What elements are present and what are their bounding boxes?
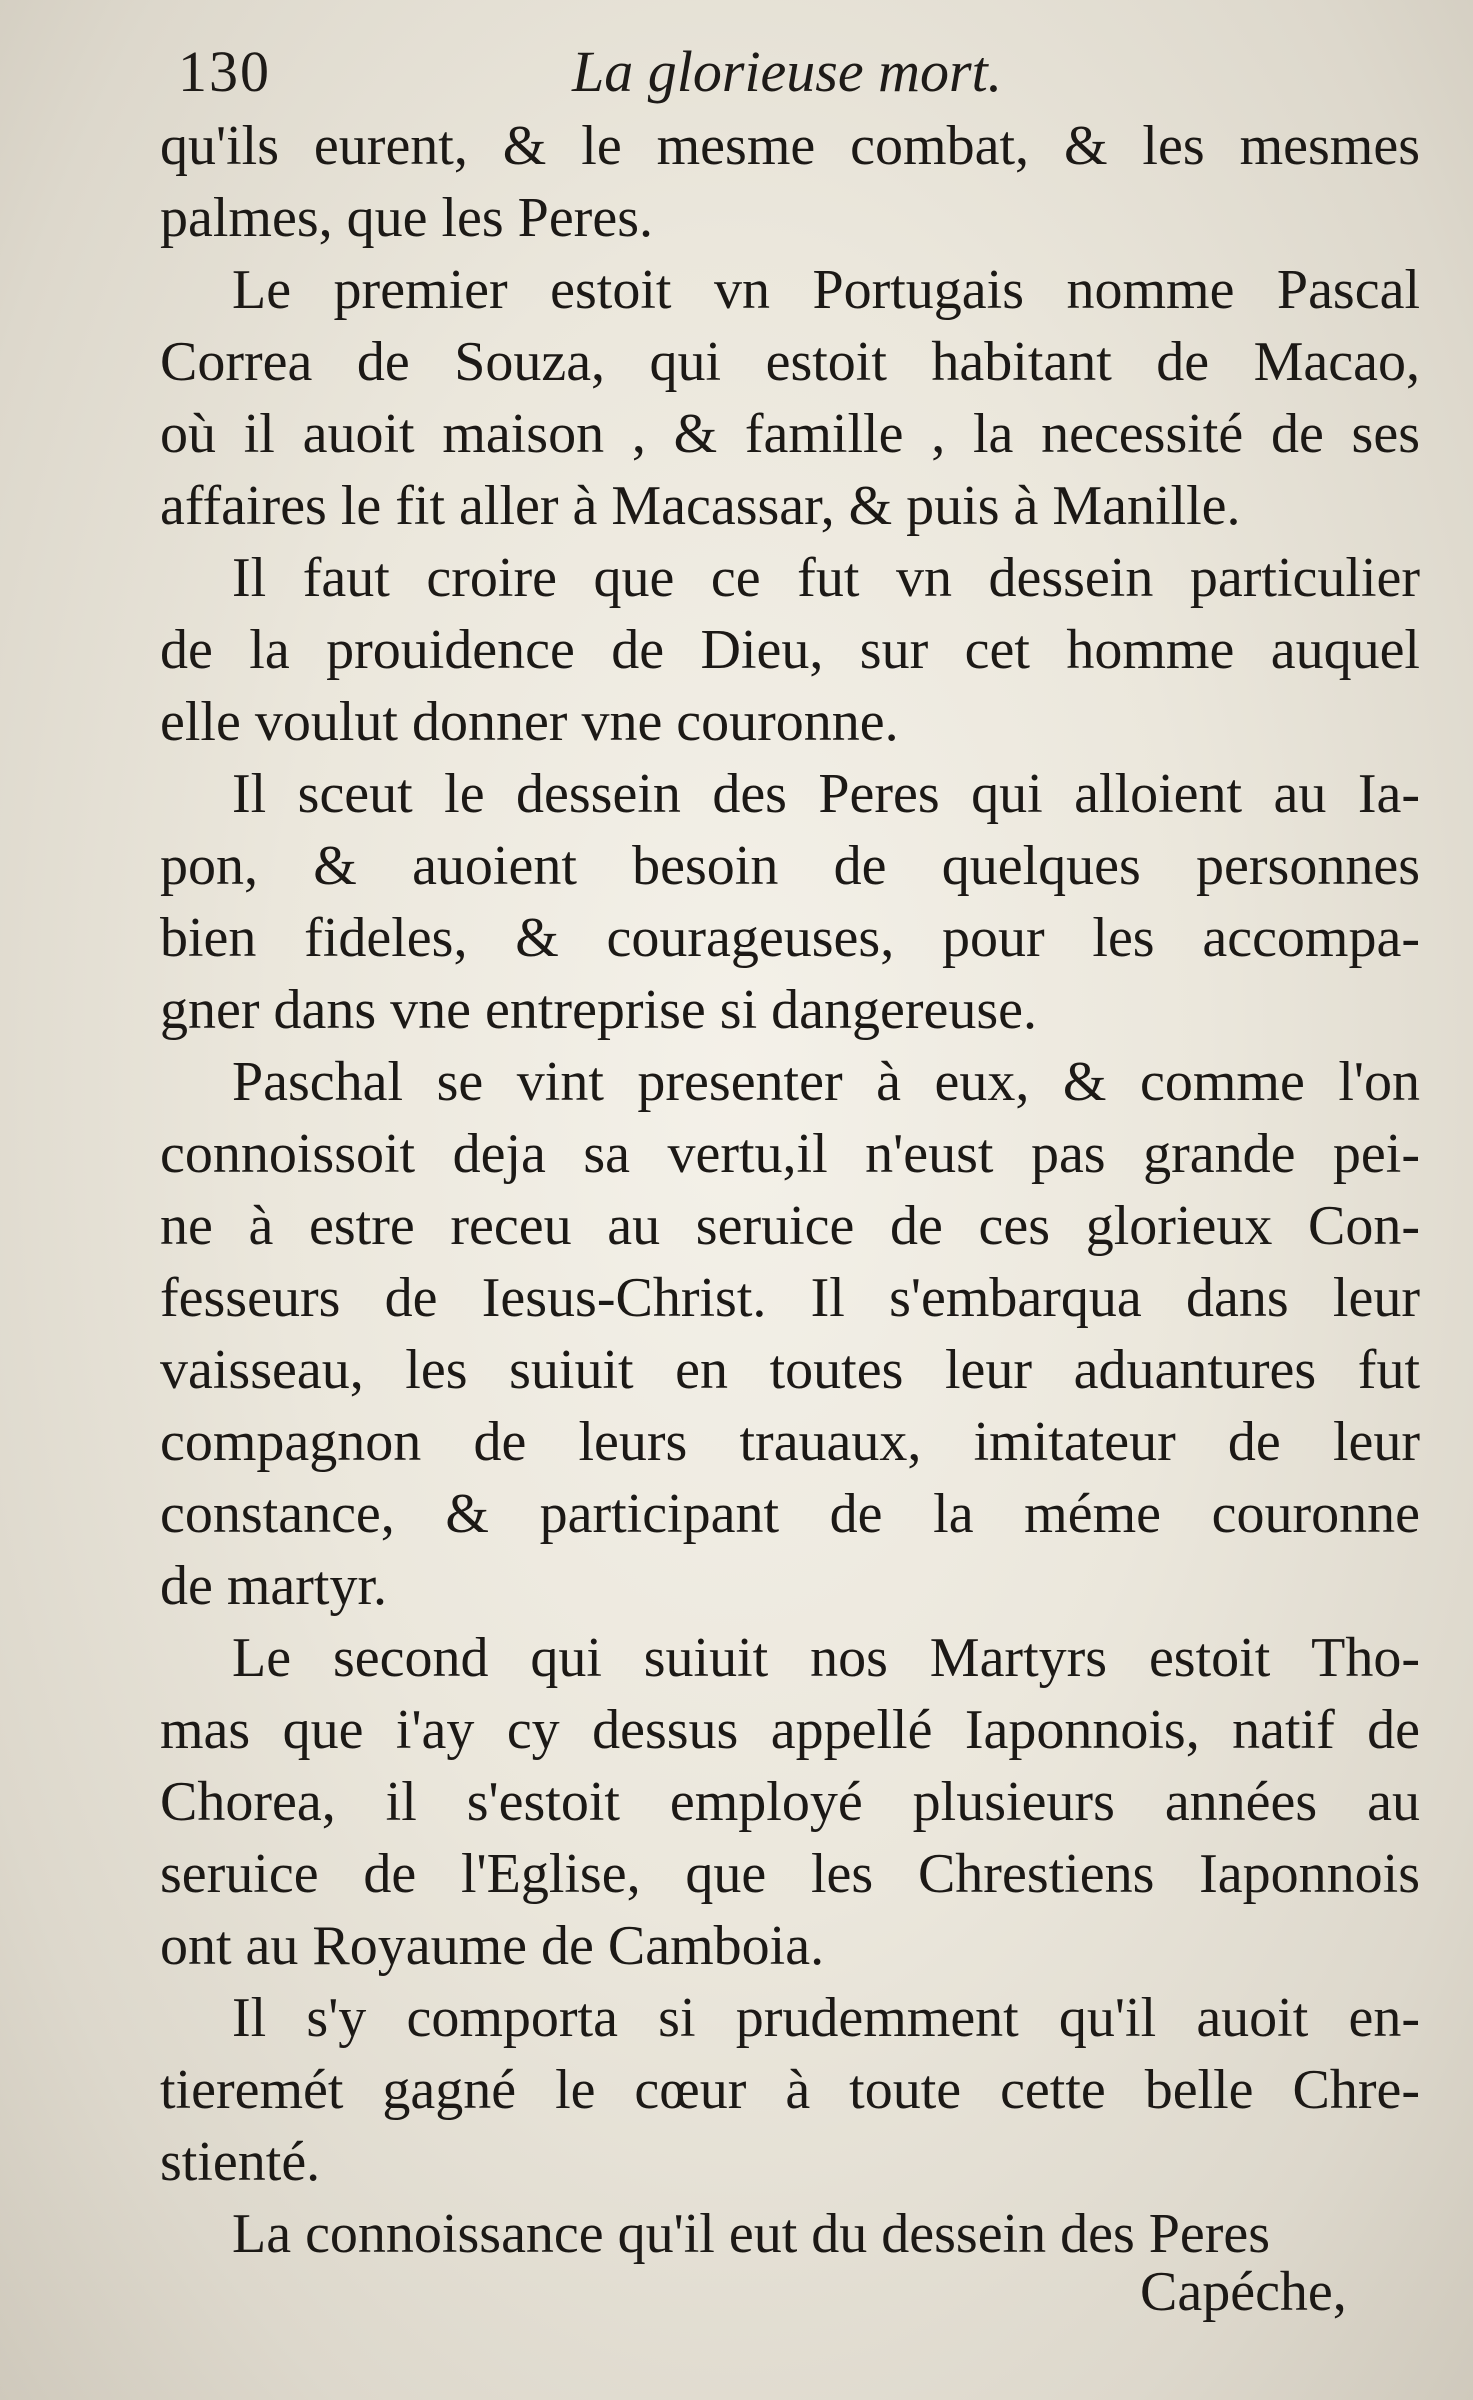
text-line: Le second qui suiuit nos Martyrs estoit Tho- [232, 1627, 1420, 1689]
text-line: qu'ils eurent, & le mesme combat, & les mesmes [160, 115, 1420, 177]
page-number: 130 [178, 39, 271, 104]
text-line: elle voulut donner vne couronne. [160, 691, 899, 753]
paragraph [160, 1622, 1420, 1982]
text-line: ne à estre receu au seruice de ces glorieux Con- [160, 1195, 1420, 1257]
text-line: de martyr. [160, 1555, 388, 1617]
text-line: seruice de l'Eglise, que les Chrestiens Iaponnois [160, 1843, 1420, 1905]
paragraph [160, 1982, 1420, 2198]
paragraph [160, 110, 1420, 254]
text-line: affaires le fit aller à Macassar, & puis à Manille. [160, 475, 1241, 537]
text-line: Correa de Souza, qui estoit habitant de Macao, [160, 331, 1420, 393]
text-line: La connoissance qu'il eut du dessein des Peres [232, 2203, 1271, 2265]
text-line: ont au Royaume de Camboia. [160, 1915, 825, 1977]
text-line: où il auoit maison , & famille , la necessité de ses [160, 403, 1420, 465]
text-line: tieremét gagné le cœur à toute cette belle Chre- [160, 2059, 1420, 2121]
text-line: Il sceut le dessein des Peres qui alloient au Ia- [232, 763, 1420, 825]
text-line: Il faut croire que ce fut vn dessein particulier [232, 547, 1420, 609]
text-line: gner dans vne entreprise si dangereuse. [160, 979, 1037, 1041]
text-line: stienté. [160, 2131, 321, 2193]
body-text [160, 110, 1420, 2270]
text-line: palmes, que les Peres. [160, 187, 653, 249]
text-line: fesseurs de Iesus-Christ. Il s'embarqua dans leur [160, 1267, 1420, 1329]
text-line: Paschal se vint presenter à eux, & comme l'on [232, 1051, 1420, 1113]
text-line: compagnon de leurs trauaux, imitateur de leur [160, 1411, 1420, 1473]
text-line: connoissoit deja sa vertu,il n'eust pas grande pei- [160, 1123, 1420, 1185]
text-line: Le premier estoit vn Portugais nomme Pascal [232, 259, 1420, 321]
text-line: bien fideles, & courageuses, pour les accompa- [160, 907, 1420, 969]
paragraph [160, 758, 1420, 1046]
text-line: de la prouidence de Dieu, sur cet homme auquel [160, 619, 1420, 681]
text-line: mas que i'ay cy dessus appellé Iaponnois, natif de [160, 1699, 1420, 1761]
catchword: Capéche, [1140, 2261, 1347, 2323]
text-line: constance, & participant de la méme couronne [160, 1483, 1420, 1545]
running-title: La glorieuse mort. [572, 39, 1003, 104]
paragraph [160, 542, 1420, 758]
text-line: Chorea, il s'estoit employé plusieurs années au [160, 1771, 1420, 1833]
paragraph [160, 254, 1420, 542]
text-line: vaisseau, les suiuit en toutes leur aduantures fut [160, 1339, 1420, 1401]
paragraph [160, 1046, 1420, 1622]
text-line: pon, & auoient besoin de quelques personnes [160, 835, 1420, 897]
text-line: Il s'y comporta si prudemment qu'il auoit en- [232, 1987, 1420, 2049]
